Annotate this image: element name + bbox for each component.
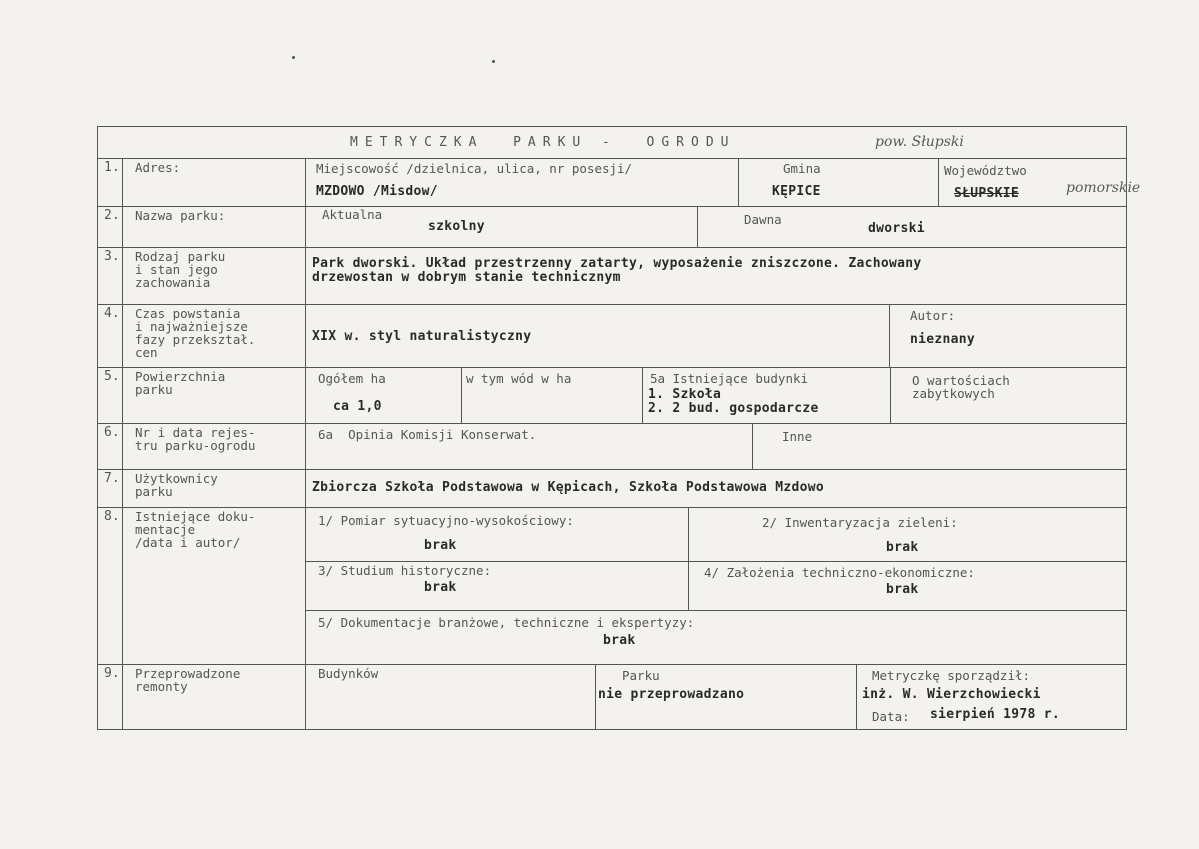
speck	[492, 60, 495, 63]
park-type-value: Park dworski. Układ przestrzenny zatarty, wyposażenie zniszczone. Zachowany drzewostan w dobrym stanie technicznym	[312, 256, 922, 285]
row-divider	[97, 423, 1127, 424]
row-number: 4.	[104, 306, 120, 321]
current-name-value: szkolny	[428, 219, 485, 234]
history-study-value: brak	[424, 580, 457, 595]
gmina-value: KĘPICE	[772, 184, 821, 199]
water-area-label: w tym wód w ha	[466, 371, 572, 386]
total-area-value: ca 1,0	[333, 399, 382, 414]
park-name-label: Nazwa parku:	[135, 208, 226, 223]
label-col-divider	[305, 158, 306, 730]
handwritten-voivodeship: pomorskie	[1066, 180, 1141, 196]
row-number: 7.	[104, 471, 120, 486]
date-value: sierpień 1978 r.	[930, 707, 1061, 722]
total-area-label: Ogółem ha	[318, 371, 386, 386]
documentation-label: Istniejące doku- mentacje /data i autor/	[135, 509, 256, 550]
origin-label: Czas powstania i najważniejsze fazy przekształ. cen	[135, 306, 256, 360]
form-title: METRYCZKA PARKU - OGRODU	[350, 135, 736, 150]
cell-divider	[461, 367, 462, 423]
park-type-label: Rodzaj parku i stan jego zachowania	[135, 249, 226, 290]
buildings-value: 1. Szkoła 2. 2 bud. gospodarcze	[648, 387, 819, 416]
row-number: 6.	[104, 425, 120, 440]
voivodeship-label: Województwo	[944, 163, 1027, 178]
handwritten-note: pow. Słupski	[875, 134, 964, 150]
users-value: Zbiorcza Szkoła Podstawowa w Kępicach, Szkoła Podstawowa Mzdowo	[312, 480, 824, 495]
cell-divider	[890, 367, 891, 423]
industry-docs-value: brak	[603, 633, 636, 648]
historic-label: O wartościach zabytkowych	[912, 373, 1010, 401]
cell-divider	[938, 158, 939, 206]
cell-divider	[595, 664, 596, 730]
row-divider	[97, 469, 1127, 470]
locality-value: MZDOWO /Misdow/	[316, 184, 438, 199]
buildings-label: 5a Istniejące budynki	[650, 371, 809, 386]
former-name-value: dworski	[868, 221, 925, 236]
origin-value: XIX w. styl naturalistyczny	[312, 329, 532, 344]
other-label: Inne	[782, 429, 813, 444]
cell-divider	[889, 304, 890, 367]
sub-divider	[305, 610, 1127, 611]
cell-divider	[856, 664, 857, 730]
locality-label: Miejscowość /dzielnica, ulica, nr posesji/	[316, 161, 633, 176]
current-name-label: Aktualna	[322, 207, 383, 222]
renovations-label: Przeprowadzone remonty	[135, 666, 241, 694]
survey-label: 1/ Pomiar sytuacyjno-wysokościowy:	[318, 513, 574, 528]
row-divider	[97, 158, 1127, 159]
row-divider	[97, 206, 1127, 207]
address-label: Adres:	[135, 160, 181, 175]
tech-econ-label: 4/ Założenia techniczno-ekonomiczne:	[704, 565, 975, 580]
row-number: 8.	[104, 509, 120, 524]
history-study-label: 3/ Studium historyczne:	[318, 563, 492, 578]
register-label: Nr i data rejes- tru parku-ogrodu	[135, 425, 256, 453]
tech-econ-value: brak	[886, 582, 919, 597]
author-label: Autor:	[910, 308, 956, 323]
row-divider	[97, 367, 1127, 368]
author-value: nieznany	[910, 332, 976, 347]
former-name-label: Dawna	[744, 212, 782, 227]
cell-divider	[738, 158, 739, 206]
renov-park-label: Parku	[622, 668, 660, 683]
renov-park-value: nie przeprowadzano	[598, 687, 745, 702]
cell-divider	[752, 423, 753, 469]
speck	[292, 56, 295, 59]
row-number: 9.	[104, 666, 120, 681]
row-divider	[97, 664, 1127, 665]
row-number: 5.	[104, 369, 120, 384]
num-col-divider	[122, 158, 123, 730]
prepared-by-label: Metryczkę sporządził:	[872, 668, 1031, 683]
sub-divider	[305, 561, 1127, 562]
greenery-value: brak	[886, 540, 919, 555]
opinion-label: 6a Opinia Komisji Konserwat.	[318, 427, 537, 442]
row-number: 1.	[104, 160, 120, 175]
survey-value: brak	[424, 538, 457, 553]
users-label: Użytkownicy parku	[135, 471, 218, 499]
date-label: Data:	[872, 709, 910, 724]
gmina-label: Gmina	[783, 161, 821, 176]
cell-divider	[697, 206, 698, 247]
renov-buildings-label: Budynków	[318, 666, 379, 681]
prepared-by-value: inż. W. Wierzchowiecki	[862, 687, 1041, 702]
row-divider	[97, 304, 1127, 305]
row-divider	[97, 247, 1127, 248]
voivodeship-value: SŁUPSKIE	[954, 186, 1020, 201]
row-number: 2.	[104, 208, 120, 223]
cell-divider	[688, 507, 689, 610]
greenery-label: 2/ Inwentaryzacja zieleni:	[762, 515, 958, 530]
area-label: Powierzchnia parku	[135, 369, 226, 397]
row-divider	[97, 507, 1127, 508]
industry-docs-label: 5/ Dokumentacje branżowe, techniczne i ekspertyzy:	[318, 615, 695, 630]
cell-divider	[642, 367, 643, 423]
row-number: 3.	[104, 249, 120, 264]
